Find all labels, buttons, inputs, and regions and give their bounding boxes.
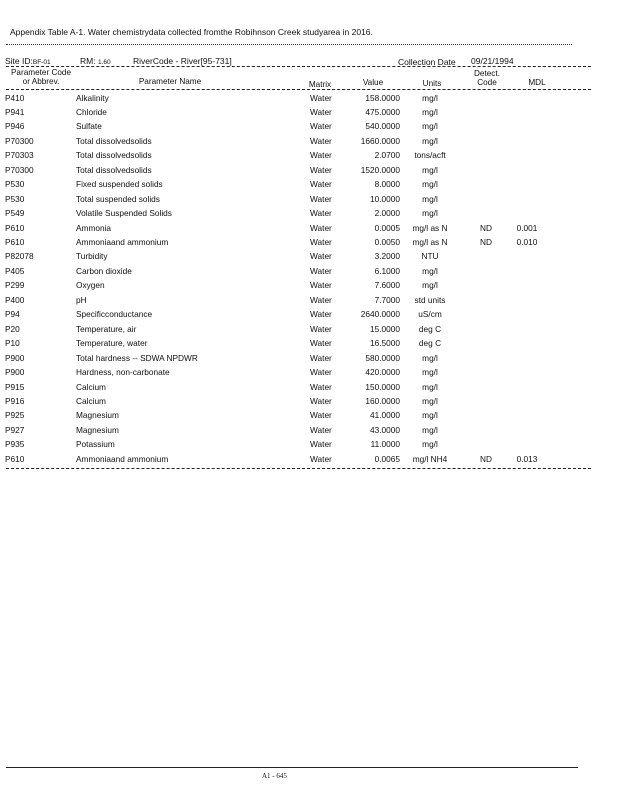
cell-value: 2.0700: [374, 150, 400, 161]
table-row: [0, 410, 600, 425]
cell-param-name: Calcium: [76, 395, 106, 406]
cell-matrix: Water: [310, 381, 332, 392]
cell-param-name: Fixed suspended solids: [76, 179, 163, 190]
cell-param-code: P610: [5, 222, 25, 233]
cell-value: 15.0000: [370, 323, 400, 334]
table-row: [0, 251, 600, 266]
col-param-code-line2: or Abbrev.: [22, 77, 60, 86]
cell-value: 2640.0000: [360, 309, 400, 320]
cell-value: 3.2000: [374, 251, 400, 262]
col-mdl: MDL: [528, 78, 546, 87]
cell-value: 16.5000: [370, 338, 400, 349]
rm-value: 1.60: [97, 59, 111, 66]
table-row: [0, 121, 600, 136]
cell-detect-code: ND: [480, 222, 492, 233]
table-row: [0, 309, 600, 324]
cell-param-code: P941: [5, 106, 25, 117]
table-title: Appendix Table A-1. Water chemistrydata collected fromthe Robihnson Creek studyarea in 2016.: [10, 27, 373, 37]
table-row: [0, 266, 600, 281]
cell-units: mg/l: [422, 352, 438, 363]
cell-value: 41.0000: [370, 410, 400, 421]
cell-matrix: Water: [310, 208, 332, 219]
cell-matrix: Water: [310, 193, 332, 204]
cell-value: 1520.0000: [360, 164, 400, 175]
cell-value: 580.0000: [365, 352, 400, 363]
table-row: [0, 324, 600, 339]
table-row: [0, 237, 600, 252]
title-divider: [6, 44, 572, 45]
table-row: [0, 382, 600, 397]
collection-date-label: Collection Date: [398, 57, 456, 67]
cell-units: uS/cm: [418, 309, 442, 320]
col-param-name: Parameter Name: [138, 77, 202, 86]
site-id-value: BF-01: [32, 59, 51, 66]
cell-param-name: Volatile Suspended Solids: [76, 208, 172, 219]
table-row: [0, 93, 600, 108]
cell-matrix: Water: [310, 222, 332, 233]
cell-param-name: Turbidity: [76, 251, 108, 262]
cell-matrix: Water: [310, 164, 332, 175]
cell-units: mg/l: [422, 439, 438, 450]
cell-param-code: P946: [5, 121, 25, 132]
cell-param-code: P82078: [5, 251, 34, 262]
table-row: [0, 223, 600, 238]
cell-matrix: Water: [310, 265, 332, 276]
site-divider: [6, 66, 591, 67]
cell-param-name: Total hardness -- SDWA NPDWR: [76, 352, 198, 363]
cell-units: mg/l as N: [412, 237, 448, 247]
table-row: [0, 454, 600, 469]
cell-units: deg C: [418, 323, 442, 334]
cell-units: std units: [414, 294, 446, 305]
table-row: [0, 425, 600, 440]
cell-units: mg/l: [422, 395, 438, 406]
cell-param-code: P610: [5, 453, 25, 464]
cell-value: 540.0000: [365, 121, 400, 132]
cell-units: mg/l: [422, 121, 438, 132]
cell-mdl: 0.001: [516, 222, 538, 233]
table-row: [0, 338, 600, 353]
footer-rule: [6, 767, 578, 768]
cell-units: mg/l: [422, 164, 438, 175]
cell-param-code: P935: [5, 439, 25, 450]
cell-matrix: Water: [310, 121, 332, 132]
col-param-code: [5, 68, 77, 86]
cell-param-code: P70300: [5, 164, 34, 175]
cell-param-name: Sulfate: [76, 121, 102, 132]
col-detect-line2: Code: [477, 78, 497, 87]
cell-matrix: Water: [310, 338, 332, 349]
cell-detect-code: ND: [480, 237, 492, 247]
collection-date-value: 09/21/1994: [471, 56, 514, 66]
cell-matrix: Water: [310, 280, 332, 291]
cell-value: 8.0000: [374, 179, 400, 190]
cell-param-name: Alkalinity: [76, 92, 109, 103]
cell-value: 10.0000: [370, 193, 400, 204]
cell-matrix: Water: [310, 251, 332, 262]
cell-matrix: Water: [310, 453, 332, 464]
cell-matrix: Water: [310, 135, 332, 146]
cell-param-name: Carbon dioxide: [76, 265, 132, 276]
cell-units: NTU: [421, 251, 439, 262]
table-row: [0, 136, 600, 151]
cell-param-code: P900: [5, 352, 25, 363]
cell-matrix: Water: [310, 150, 332, 161]
cell-units: mg/l: [422, 265, 438, 276]
cell-param-name: Total dissolvedsolids: [76, 164, 152, 175]
cell-value: 0.0005: [374, 222, 400, 233]
cell-param-name: Temperature, air: [76, 323, 137, 334]
cell-matrix: Water: [310, 424, 332, 435]
cell-param-code: P20: [5, 323, 20, 334]
cell-param-name: Magnesium: [76, 424, 119, 435]
cell-units: mg/l: [422, 135, 438, 146]
river-code: RiverCode - River[95-731]: [133, 56, 232, 66]
cell-param-code: P927: [5, 424, 25, 435]
header-divider: [6, 89, 591, 90]
cell-value: 1660.0000: [360, 135, 400, 146]
col-detect-line1: Detect.: [474, 69, 500, 78]
cell-matrix: Water: [310, 309, 332, 320]
page-number: A1 - 645: [262, 772, 287, 780]
cell-units: mg/l as N: [412, 222, 448, 233]
cell-units: mg/l: [422, 193, 438, 204]
cell-param-code: P70303: [5, 150, 34, 161]
cell-param-name: Calcium: [76, 381, 106, 392]
table-row: [0, 295, 600, 310]
cell-param-name: Total dissolvedsolids: [76, 150, 152, 161]
cell-matrix: Water: [310, 106, 332, 117]
cell-matrix: Water: [310, 237, 332, 247]
cell-param-name: Potassium: [76, 439, 115, 450]
cell-matrix: Water: [310, 367, 332, 378]
cell-param-name: Hardness, non-carbonate: [76, 367, 170, 378]
table-row: [0, 208, 600, 223]
cell-units: mg/l: [422, 106, 438, 117]
col-matrix: Matrix: [308, 80, 332, 89]
cell-matrix: Water: [310, 410, 332, 421]
cell-matrix: Water: [310, 294, 332, 305]
cell-param-code: P925: [5, 410, 25, 421]
cell-param-code: P530: [5, 193, 25, 204]
cell-param-code: P10: [5, 338, 20, 349]
table-row: [0, 150, 600, 165]
cell-matrix: Water: [310, 439, 332, 450]
cell-param-name: Specificconductance: [76, 309, 153, 320]
table-row: [0, 439, 600, 454]
cell-units: mg/l: [422, 381, 438, 392]
cell-detect-code: ND: [480, 453, 492, 464]
cell-units: mg/l NH4: [412, 453, 448, 464]
cell-units: mg/l: [422, 179, 438, 190]
cell-param-code: P405: [5, 265, 25, 276]
table-row: [0, 353, 600, 368]
cell-param-name: Temperature, water: [76, 338, 148, 349]
cell-param-code: P299: [5, 280, 25, 291]
cell-value: 7.7000: [374, 294, 400, 305]
table-row: [0, 194, 600, 209]
cell-param-name: Ammonia: [76, 222, 112, 233]
cell-param-code: P916: [5, 395, 25, 406]
cell-value: 2.0000: [374, 208, 400, 219]
cell-value: 43.0000: [370, 424, 400, 435]
cell-value: 160.0000: [365, 395, 400, 406]
cell-units: mg/l: [422, 92, 438, 103]
cell-param-code: P915: [5, 381, 25, 392]
cell-value: 475.0000: [365, 106, 400, 117]
cell-param-code: P410: [5, 92, 25, 103]
cell-param-name: Chloride: [76, 106, 107, 117]
cell-value: 6.1000: [374, 265, 400, 276]
cell-param-name: pH: [76, 294, 87, 305]
cell-value: 11.0000: [370, 439, 400, 450]
table-row: [0, 107, 600, 122]
cell-matrix: Water: [310, 179, 332, 190]
cell-param-code: P400: [5, 294, 25, 305]
table-row: [0, 367, 600, 382]
table-row: [0, 165, 600, 180]
col-value: Value: [362, 78, 384, 87]
cell-matrix: Water: [310, 352, 332, 363]
cell-units: mg/l: [422, 280, 438, 291]
cell-matrix: Water: [310, 92, 332, 103]
cell-units: mg/l: [422, 367, 438, 378]
cell-value: 150.0000: [365, 381, 400, 392]
cell-param-name: Oxygen: [76, 280, 105, 291]
site-id: [5, 56, 51, 66]
col-detect-code: [468, 69, 506, 87]
table-bottom-divider: [6, 468, 591, 469]
cell-value: 0.0050: [374, 237, 400, 247]
cell-units: mg/l: [422, 208, 438, 219]
cell-param-name: Total suspended solids: [76, 193, 160, 204]
rm-label: RM:: [80, 56, 96, 66]
cell-param-name: Magnesium: [76, 410, 119, 421]
cell-param-name: Ammoniaand ammonium: [76, 453, 169, 464]
table-row: [0, 280, 600, 295]
col-param-code-line1: Parameter Code: [10, 68, 72, 77]
cell-value: 7.6000: [374, 280, 400, 291]
cell-matrix: Water: [310, 323, 332, 334]
river-mile: [80, 56, 111, 66]
cell-units: deg C: [418, 338, 442, 349]
cell-units: mg/l: [422, 424, 438, 435]
cell-matrix: Water: [310, 395, 332, 406]
cell-param-code: P900: [5, 367, 25, 378]
cell-param-code: P610: [5, 237, 25, 247]
cell-param-name: Total dissolvedsolids: [76, 135, 152, 146]
cell-mdl: 0.010: [516, 237, 538, 247]
cell-value: 158.0000: [365, 92, 400, 103]
cell-param-code: P549: [5, 208, 25, 219]
cell-param-code: P530: [5, 179, 25, 190]
cell-value: 420.0000: [365, 367, 400, 378]
col-units: Units: [422, 79, 442, 88]
cell-mdl: 0.013: [516, 453, 538, 464]
site-id-label: Site ID:: [5, 56, 33, 66]
cell-units: tons/acft: [414, 150, 446, 161]
cell-units: mg/l: [422, 410, 438, 421]
table-row: [0, 179, 600, 194]
table-row: [0, 396, 600, 411]
cell-value: 0.0065: [374, 453, 400, 464]
cell-param-name: Ammoniaand ammonium: [76, 237, 169, 247]
cell-param-code: P94: [5, 309, 20, 320]
cell-param-code: P70300: [5, 135, 34, 146]
